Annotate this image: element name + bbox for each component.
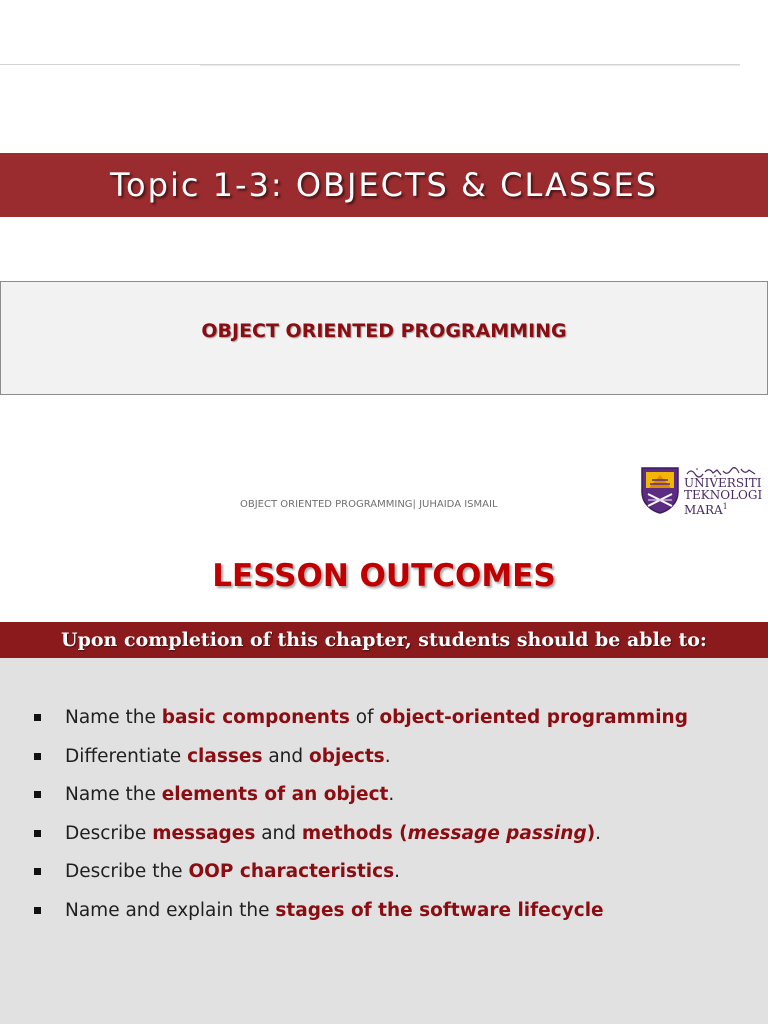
logo-line-2: TEKNOLOGI [684, 488, 763, 502]
list-item: Name and explain the stages of the software lifecycle [34, 897, 688, 936]
bullet-icon [34, 791, 41, 798]
slide-subtitle: OBJECT ORIENTED PROGRAMMING [201, 320, 567, 342]
list-item: Name the elements of an object. [34, 781, 688, 820]
bullet-icon [34, 830, 41, 837]
intro-text: Upon completion of this chapter, students should be able to: [61, 629, 707, 651]
intro-banner [0, 622, 768, 658]
bullet-icon [34, 907, 41, 914]
lesson-outcomes-heading: LESSON OUTCOMES [212, 558, 556, 594]
uitm-logo [640, 466, 764, 516]
logo-line-1: UNIVERSITI [684, 476, 762, 490]
bullet-icon [34, 714, 41, 721]
top-divider-shadow [200, 65, 740, 66]
title-banner [0, 153, 768, 217]
logo-superscript: 1 [722, 502, 728, 511]
bullet-icon [34, 753, 41, 760]
logo-line-3: MARA$^1$ [684, 502, 728, 517]
list-item: Name the basic components of object-oriented programming [34, 704, 688, 743]
uitm-shield-icon [640, 466, 680, 514]
list-item: Differentiate classes and objects. [34, 743, 688, 782]
slide-title: Topic 1-3: OBJECTS & CLASSES [109, 166, 659, 204]
bullet-icon [34, 868, 41, 875]
slide-footer: OBJECT ORIENTED PROGRAMMING| JUHAIDA ISMAIL [240, 499, 498, 510]
subtitle-box [0, 281, 768, 395]
university-name [684, 477, 762, 516]
list-item: Describe the OOP characteristics. [34, 858, 688, 897]
outcomes-list [34, 704, 688, 936]
list-item: Describe messages and methods (message passing). [34, 820, 688, 859]
